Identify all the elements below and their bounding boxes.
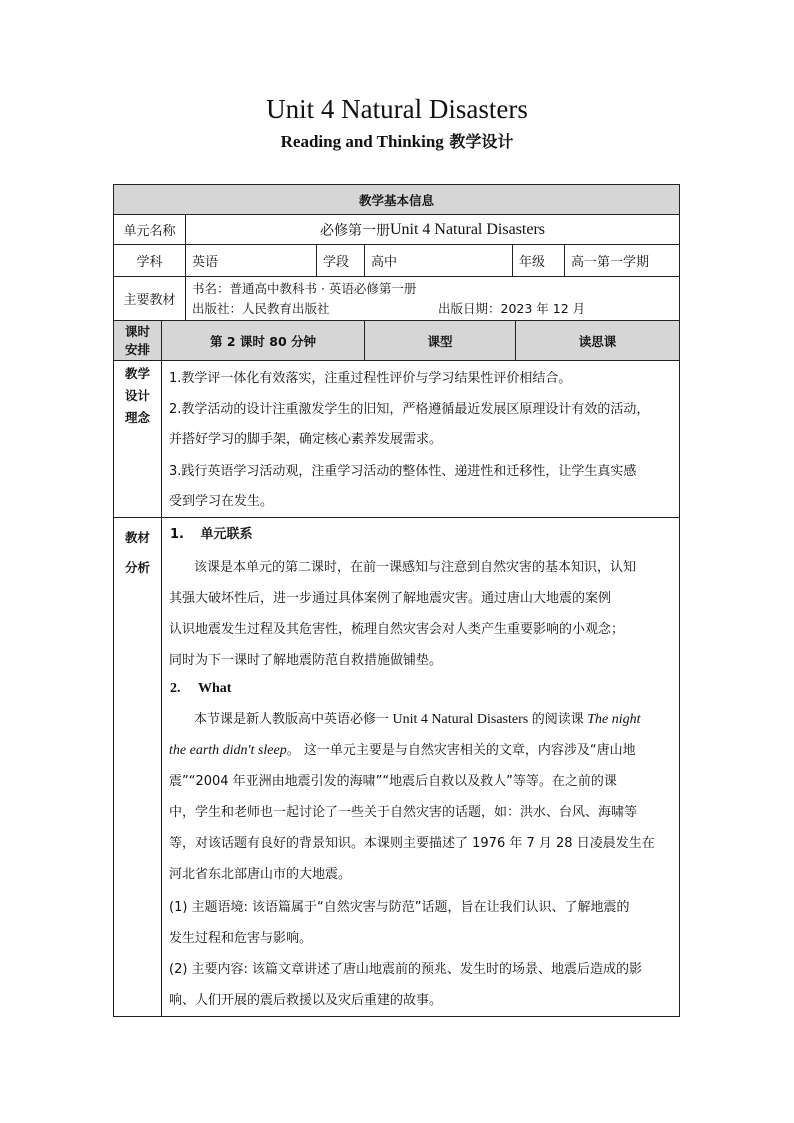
what-line-6: 河北省东北部唐山市的大地震。	[169, 867, 352, 882]
design-concept-row	[114, 361, 679, 518]
type-label: 课型	[365, 321, 516, 360]
document-title: Unit 4 Natural Disasters	[266, 94, 528, 124]
concept-label-line3: 理念	[124, 410, 150, 425]
unit-row	[114, 215, 679, 245]
analysis-label-line2: 分析	[124, 560, 150, 575]
unit-link-line-2: 其强大破坏性后，进一步通过具体案例了解地震灾害。通过唐山大地震的案例	[169, 591, 612, 606]
design-concept-content	[162, 361, 679, 517]
subject-row	[114, 245, 679, 277]
unit-value-en: Unit 4 Natural Disasters	[389, 220, 546, 238]
section-2-number: 2.	[170, 681, 181, 696]
analysis-label-line1: 教材	[124, 530, 150, 545]
unit-value	[186, 215, 679, 244]
what-line-1-unit: Unit 4 Natural Disasters	[389, 712, 532, 727]
document-subtitle	[0, 131, 794, 153]
what-line-2	[169, 735, 636, 766]
design-concept-label	[114, 361, 162, 517]
subject-value: 英语	[186, 245, 317, 276]
main-content-line-1: (2) 主要内容: 该篇文章讲述了唐山地震前的预兆、发生时的场景、地震后造成的影	[169, 962, 643, 977]
section-what-heading	[170, 679, 231, 699]
main-content-line-2: 响、人们开展的震后救援以及灾后重建的故事。	[169, 993, 443, 1008]
textbook-label: 主要教材	[114, 277, 186, 320]
material-analysis-label	[114, 518, 162, 1016]
schedule-label-line1: 课时	[124, 323, 150, 339]
concept-item-3b: 受到学习在发生。	[169, 494, 274, 509]
section-2-title: What	[198, 681, 232, 696]
concept-item-3a: 3.践行英语学习活动观，注重学习活动的整体性、递进性和迁移性，让学生真实感	[169, 464, 637, 479]
lesson-info-table	[113, 184, 680, 1017]
schedule-row	[114, 321, 679, 361]
unit-link-line-4: 同时为下一课时了解地震防范自救措施做铺垫。	[169, 653, 443, 668]
grade-value: 高一第一学期	[571, 255, 650, 270]
subject-label: 学科	[114, 245, 186, 276]
what-line-1	[194, 704, 641, 735]
stage-label: 学段	[317, 245, 365, 276]
theme-context-line-2: 发生过程和危害与影响。	[169, 931, 313, 946]
concept-label-line2: 设计	[124, 388, 150, 403]
schedule-label-line2: 安排	[124, 341, 150, 357]
what-line-1-title: The night	[583, 712, 641, 727]
schedule-label	[114, 321, 162, 360]
concept-label-line1: 教学	[124, 366, 150, 381]
unit-value-cn: 必修第一册	[319, 222, 390, 239]
concept-item-2a: 2.教学活动的设计注重激发学生的旧知，严格遵循最近发展区原理设计有效的活动，	[169, 402, 650, 417]
grade-label: 年级	[513, 245, 565, 276]
table-header: 教学基本信息	[114, 185, 679, 214]
concept-item-1: 1.教学评一体化有效落实，注重过程性评价与学习结果性评价相结合。	[169, 371, 572, 386]
unit-label: 单元名称	[114, 215, 186, 244]
table-header-row	[114, 185, 679, 215]
textbook-value	[186, 277, 679, 320]
what-line-4: 中，学生和老师也一起讨论了一些关于自然灾害的话题，如：洪水、台风、海啸等	[169, 805, 638, 820]
section-1-number: 1.	[170, 527, 184, 542]
what-line-3: 震”“2004 年亚洲由地震引发的海啸”“地震后自救以及救人”等等。在之前的课	[169, 774, 617, 789]
what-line-5: 等，对该话题有良好的背景知识。本课则主要描述了 1976 年 7 月 28 日凌晨发生在	[169, 836, 655, 851]
schedule-value: 第 2 课时 80 分钟	[162, 321, 365, 360]
what-line-2b: 。 这一单元主要是与自然灾害相关的文章，内容涉及“唐山地	[286, 743, 636, 758]
unit-link-line-3: 认识地震发生过程及其危害性，梳理自然灾害会对人类产生重要影响的小观念；	[169, 622, 625, 637]
subtitle-chinese: 教学设计	[443, 132, 514, 151]
material-analysis-row	[114, 518, 679, 1016]
section-unit-link-heading	[170, 525, 253, 545]
what-line-2-title: the earth didn't sleep	[169, 743, 287, 758]
publish-date: 出版日期：2023 年 12 月	[438, 301, 586, 316]
what-line-1c: 的阅读课	[531, 712, 584, 727]
subtitle-english: Reading and Thinking	[280, 132, 444, 151]
book-name: 书名：普通高中教科书 · 英语必修第一册	[192, 281, 417, 296]
unit-link-line-1: 该课是本单元的第二课时，在前一课感知与注意到自然灾害的基本知识，认知	[194, 560, 637, 575]
what-line-1a: 本节课是新人教版高中英语必修一	[194, 712, 390, 727]
publisher: 出版社：人民教育出版社	[192, 301, 330, 316]
section-1-title: 单元联系	[200, 527, 253, 542]
material-analysis-content	[162, 518, 679, 1016]
theme-context-line-1: (1) 主题语境: 该语篇属于“自然灾害与防范”话题，旨在让我们认识、了解地震的	[169, 900, 630, 915]
type-value: 读思课	[578, 333, 617, 349]
stage-value: 高中	[365, 245, 513, 276]
concept-item-2b: 并搭好学习的脚手架，确定核心素养发展需求。	[169, 432, 443, 447]
textbook-row	[114, 277, 679, 321]
